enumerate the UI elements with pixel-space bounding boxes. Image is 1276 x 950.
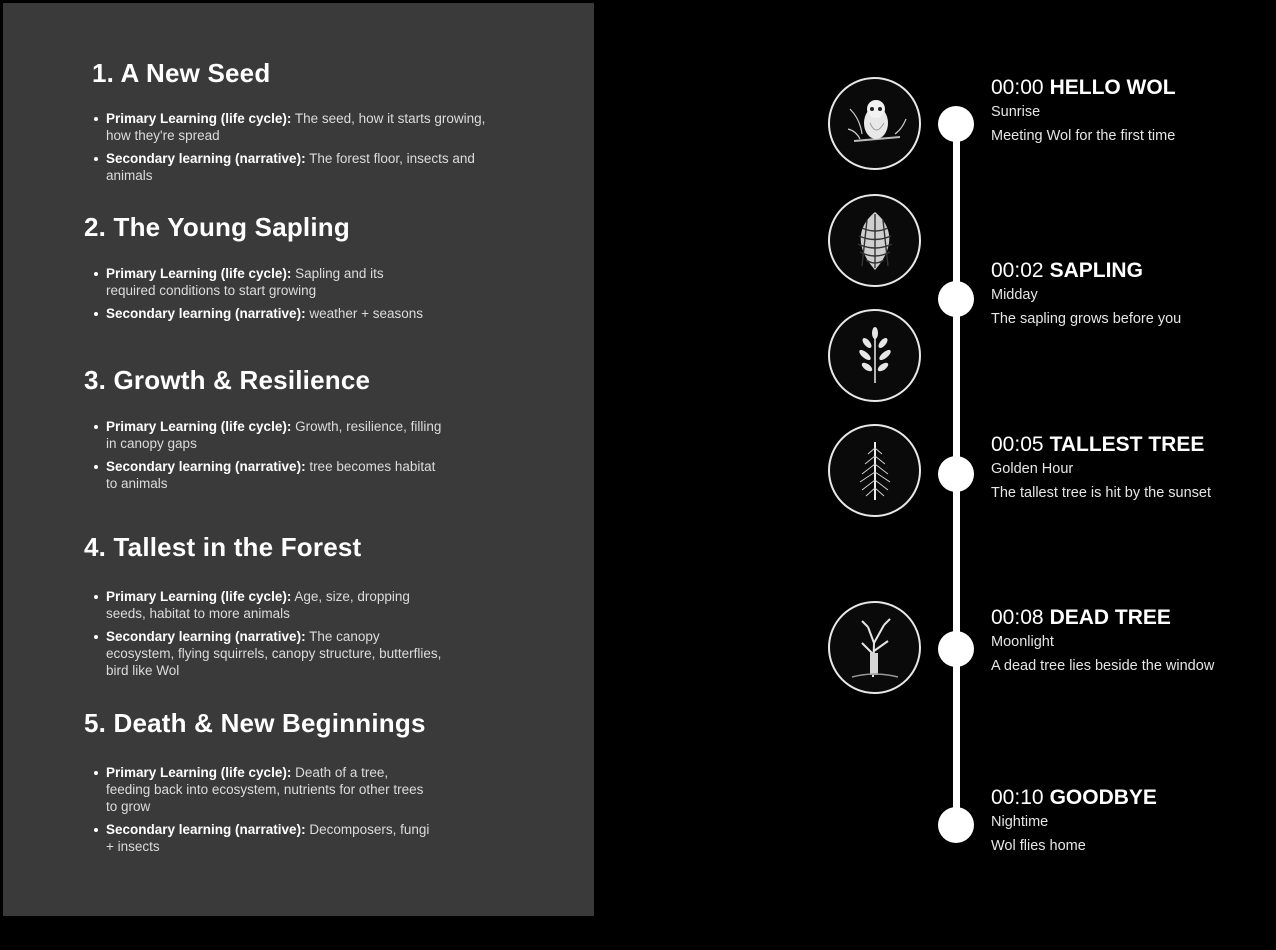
dead-tree-icon [828, 601, 921, 694]
timeline-event-sapling [991, 259, 1181, 327]
event-description: The sapling grows before you [991, 311, 1182, 327]
primary-learning: Primary Learning (life cycle): Growth, resilience, filling in canopy gaps [92, 418, 444, 452]
event-time: 00:05 [991, 433, 1044, 456]
primary-learning: Primary Learning (life cycle): The seed, how it starts growing, how they're spread [92, 110, 512, 144]
timeline-event-tallest-tree [991, 433, 1211, 501]
event-title: HELLO WOL [1049, 76, 1176, 99]
timeline-dot [938, 281, 974, 317]
secondary-learning: Secondary learning (narrative): tree becomes habitat to animals [92, 458, 444, 492]
section-2 [84, 212, 424, 328]
section-3 [84, 365, 444, 498]
event-description: A dead tree lies beside the window [991, 658, 1215, 674]
owl-icon [828, 77, 921, 170]
primary-learning: Primary Learning (life cycle): Age, size, dropping seeds, habitat to more animals [92, 588, 444, 622]
section-5 [84, 708, 434, 861]
event-subtitle: Golden Hour [991, 461, 1074, 477]
secondary-learning: Secondary learning (narrative): weather + seasons [92, 305, 424, 322]
section-title: 2. The Young Sapling [84, 212, 350, 242]
secondary-learning: Secondary learning (narrative): Decomposers, fungi + insects [92, 821, 434, 855]
section-title: 1. A New Seed [92, 58, 271, 88]
timeline-event-goodbye [991, 786, 1157, 854]
secondary-learning: Secondary learning (narrative): The forest floor, insects and animals [92, 150, 512, 184]
timeline-dot [938, 631, 974, 667]
primary-learning: Primary Learning (life cycle): Sapling and its required conditions to start growing [92, 265, 424, 299]
event-subtitle: Moonlight [991, 634, 1054, 650]
event-title: TALLEST TREE [1049, 433, 1205, 456]
section-1 [92, 58, 512, 190]
section-list [84, 764, 434, 855]
primary-learning: Primary Learning (life cycle): Death of a tree, feeding back into ecosystem, nutrients for other trees to grow [92, 764, 434, 815]
pinecone-icon [828, 194, 921, 287]
event-time: 00:02 [991, 259, 1044, 282]
section-title: 3. Growth & Resilience [84, 365, 371, 395]
section-4 [84, 532, 444, 685]
timeline-dot [938, 807, 974, 843]
section-title: 4. Tallest in the Forest [84, 532, 362, 562]
section-list [84, 588, 444, 679]
secondary-learning: Secondary learning (narrative): The canopy ecosystem, flying squirrels, canopy structure, butterflies, bird like Wol [92, 628, 444, 679]
section-list [84, 418, 444, 492]
tall-tree-icon [828, 424, 921, 517]
section-title: 5. Death & New Beginnings [84, 708, 426, 738]
event-subtitle: Midday [991, 287, 1038, 303]
event-description: The tallest tree is hit by the sunset [991, 485, 1212, 501]
event-title: GOODBYE [1049, 786, 1157, 809]
event-description: Wol flies home [991, 838, 1086, 854]
timeline-event-dead-tree [991, 606, 1214, 674]
timeline-dot [938, 456, 974, 492]
event-time: 00:00 [991, 76, 1044, 99]
sapling-icon [828, 309, 921, 402]
event-subtitle: Sunrise [991, 104, 1041, 120]
event-subtitle: Nightime [991, 814, 1049, 830]
timeline-event-hello-wol [991, 76, 1176, 144]
section-list [92, 110, 512, 184]
event-title: DEAD TREE [1049, 606, 1171, 629]
timeline-dot [938, 106, 974, 142]
event-description: Meeting Wol for the first time [991, 128, 1176, 144]
section-list [84, 265, 424, 322]
event-title: SAPLING [1049, 259, 1143, 282]
event-time: 00:08 [991, 606, 1044, 629]
event-time: 00:10 [991, 786, 1044, 809]
